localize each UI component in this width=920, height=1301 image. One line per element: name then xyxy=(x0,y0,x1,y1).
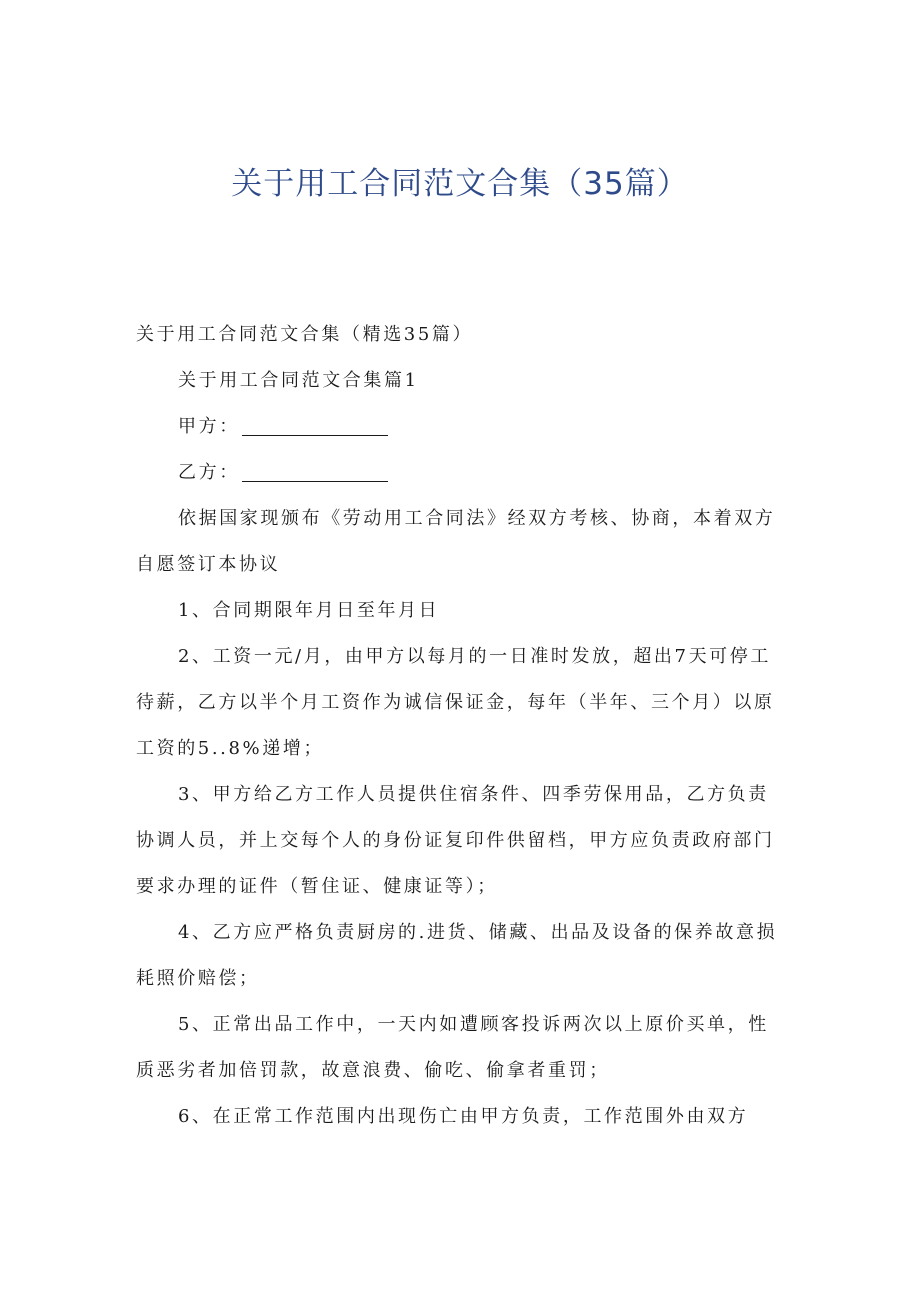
document-title: 关于用工合同范文合集（35篇） xyxy=(231,166,689,202)
document-subtitle: 关于用工合同范文合集（精选35篇） xyxy=(136,324,474,345)
document-body xyxy=(136,312,786,1140)
paragraph: 2、工资一元/月，由甲方以每月的一日准时发放，超出7天可停工待薪，乙方以半个月工资作为诚信保证金，每年（半年、三个月）以原工资的5..8%递增； xyxy=(136,646,775,759)
party-a-label: 甲方： xyxy=(178,416,240,437)
party-b-line xyxy=(136,450,786,496)
party-a-line xyxy=(136,404,786,450)
party-b-blank xyxy=(242,459,388,482)
paragraph: 3、甲方给乙方工作人员提供住宿条件、四季劳保用品，乙方负责协调人员，并上交每个人的身份证复印件供留档，甲方应负责政府部门要求办理的证件（暂住证、健康证等）； xyxy=(136,784,775,897)
paragraph: 6、在正常工作范围内出现伤亡由甲方负责，工作范围外由双方 xyxy=(178,1106,749,1127)
section-heading: 关于用工合同范文合集篇1 xyxy=(178,370,419,391)
party-a-blank xyxy=(242,413,388,436)
party-b-label: 乙方： xyxy=(178,462,240,483)
paragraph: 依据国家现颁布《劳动用工合同法》经双方考核、协商，本着双方自愿签订本协议 xyxy=(136,508,776,575)
paragraph: 1、合同期限年月日至年月日 xyxy=(178,600,440,621)
paragraph: 4、乙方应严格负责厨房的.进货、储藏、出品及设备的保养故意损耗照价赔偿； xyxy=(136,922,778,989)
paragraph: 5、正常出品工作中，一天内如遭顾客投诉两次以上原价买单，性质恶劣者加倍罚款，故意浪费、偷吃、偷拿者重罚； xyxy=(136,1014,769,1081)
